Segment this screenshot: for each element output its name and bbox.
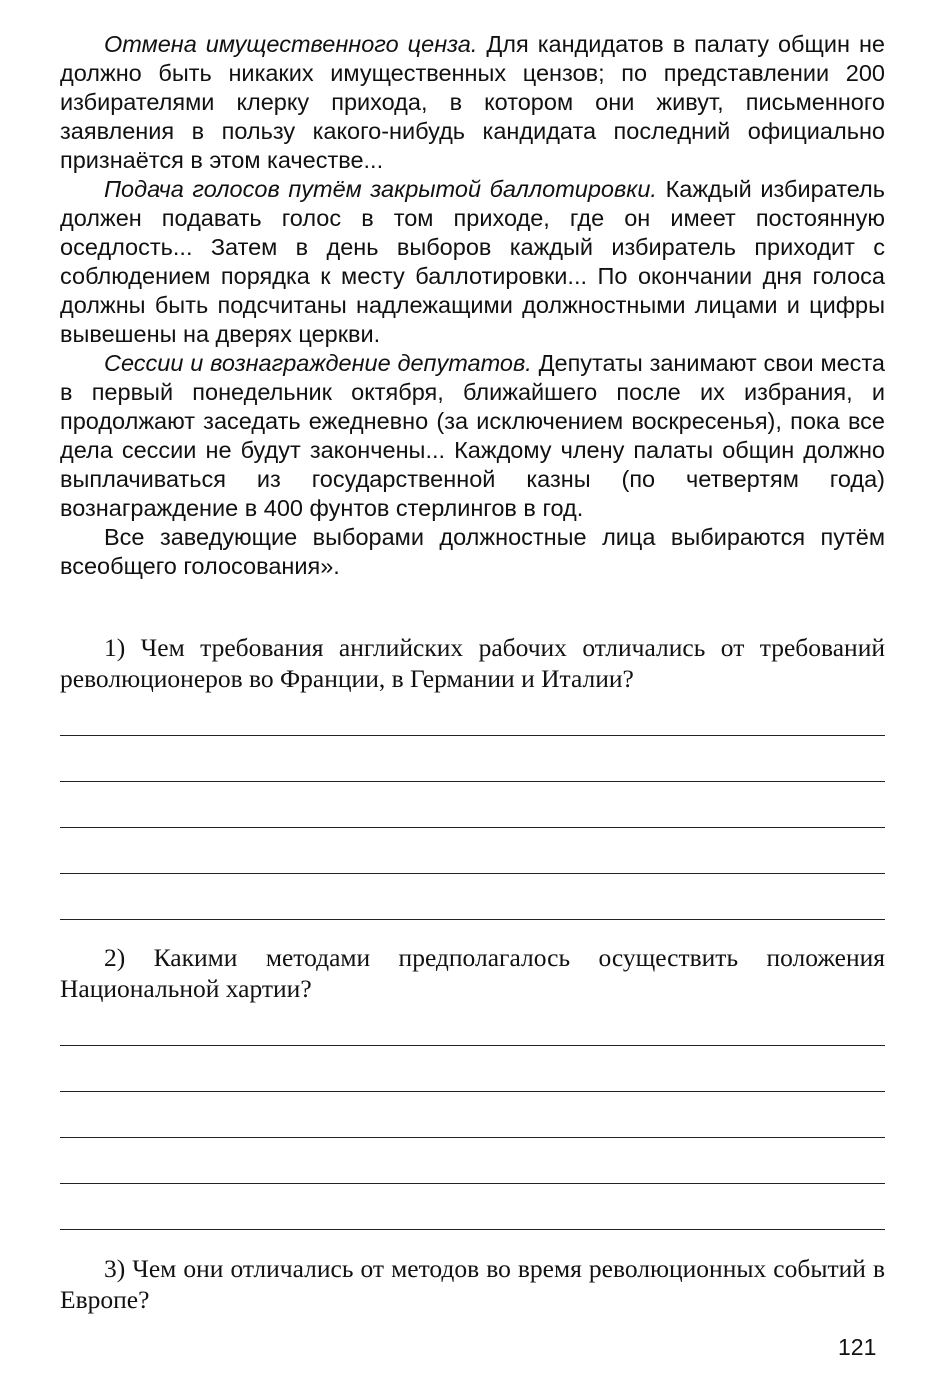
question-1: 1) Чем требования английских рабочих отличались от требований революционеров во Франции, в Германии и Италии? bbox=[60, 633, 885, 693]
answer-line[interactable] bbox=[60, 1091, 885, 1092]
source-text bbox=[60, 30, 885, 581]
paragraph-sessions-pay bbox=[60, 349, 885, 523]
question-3: 3) Чем они отличались от методов во время революционных событий в Европе? bbox=[60, 1254, 885, 1314]
answer-line[interactable] bbox=[60, 781, 885, 782]
answer-line[interactable] bbox=[60, 827, 885, 828]
answer-line[interactable] bbox=[60, 735, 885, 736]
paragraph-body: Для кандидатов в палату общин не должно быть никаких имущественных цензов; по представлении 200 избирателями клерку прихода, в котором они живут, письменного заявления в пользу какого-нибудь кандидата последний официально признаётся в этом качестве... bbox=[60, 31, 885, 173]
paragraph-body: Все заведующие выборами должностные лица выбираются путём всеобщего голосования». bbox=[60, 524, 885, 579]
question-2: 2) Какими методами предполагалось осуществить положения Национальной хартии? bbox=[60, 943, 885, 1003]
answer-area-1[interactable] bbox=[60, 735, 885, 965]
paragraph-body: Депутаты занимают свои места в первый понедельник октября, ближайшего после их избрания, и продолжают заседать ежедневно (за исключением воскресенья), пока все дела сессии не будут закончены... Каждому члену палаты общин должно выплачиваться из государственной казны (по четвертям года) вознаграждение в 400 фунтов стерлингов в год. bbox=[60, 350, 885, 521]
answer-line[interactable] bbox=[60, 919, 885, 920]
paragraph-lead: Подача голосов путём закрытой баллотировки. bbox=[104, 176, 657, 202]
answer-line[interactable] bbox=[60, 1229, 885, 1230]
answer-line[interactable] bbox=[60, 1183, 885, 1184]
paragraph-body: Каждый избиратель должен подавать голос в том приходе, где он имеет постоянную оседлость... Затем в день выборов каждый избиратель приходит с соблюдением порядка к месту баллотировки... По окончании дня голоса должны быть подсчитаны надлежащими должностными лицами и цифры вывешены на дверях церкви. bbox=[60, 176, 885, 347]
paragraph-secret-ballot bbox=[60, 175, 885, 349]
paragraph-officials bbox=[60, 523, 885, 581]
answer-area-2[interactable] bbox=[60, 1045, 885, 1275]
answer-line[interactable] bbox=[60, 1045, 885, 1046]
paragraph-lead: Отмена имущественного ценза. bbox=[104, 31, 478, 57]
document-page bbox=[60, 30, 885, 1314]
answer-line[interactable] bbox=[60, 873, 885, 874]
paragraph-lead: Сессии и вознаграждение депутатов. bbox=[104, 350, 532, 376]
answer-line[interactable] bbox=[60, 1137, 885, 1138]
page-number: 121 bbox=[838, 1334, 877, 1360]
paragraph-property-qualification bbox=[60, 30, 885, 175]
